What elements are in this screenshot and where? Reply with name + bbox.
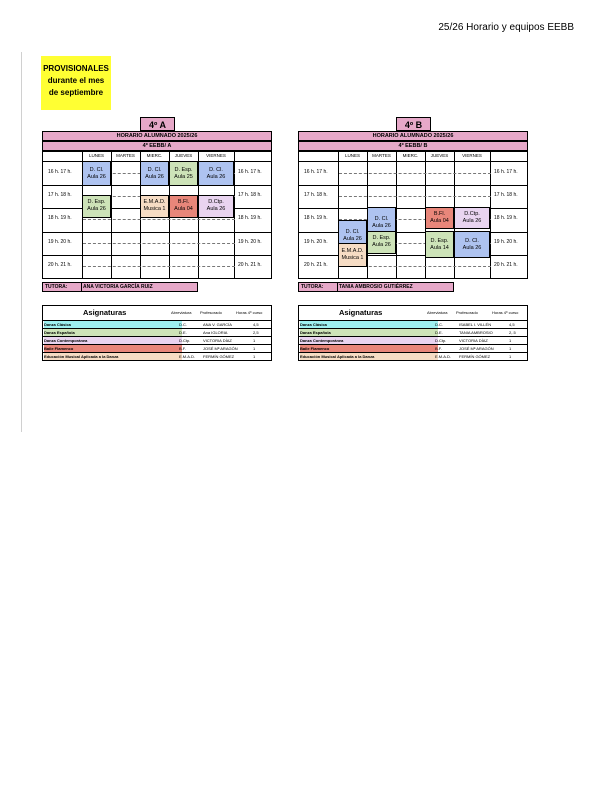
subject-block: [140, 195, 169, 218]
time-label-right: 16 h. 17 h.: [494, 169, 518, 175]
subject-name: Danza Contemporánea: [44, 337, 182, 344]
grid-column-line: [490, 152, 491, 278]
teacher-header: Profesorado: [200, 310, 222, 315]
subject-teacher: VICTORIA DÍAZ: [459, 338, 488, 343]
subject-block: [425, 207, 454, 229]
grid-half-row-line: [83, 266, 235, 267]
time-label-left: 19 h. 20 h.: [48, 238, 72, 245]
subject-line: Musica 1: [341, 254, 364, 261]
grid-half-row-line: [339, 173, 491, 174]
subject-name: Danza Española: [44, 329, 182, 336]
teacher-header: Profesorado: [456, 310, 478, 315]
grid-half-row-line: [339, 196, 491, 197]
subjects-title: Asignaturas: [83, 308, 127, 317]
subject-teacher: ISABEL I. VILLÉN: [459, 322, 492, 327]
subject-hours: 2,.5: [509, 330, 516, 335]
subject-line: E.M.A.D.: [143, 199, 166, 206]
subject-name: Baile Flamenco: [300, 345, 438, 352]
day-header: MIERC.: [402, 153, 419, 158]
subject-teacher: FERMÍN GÓMEZ: [203, 354, 235, 359]
grid-row-line: [299, 161, 527, 162]
subject-line: Aula 26: [462, 218, 482, 225]
subgroup-label: 4º EEBB/ A: [42, 141, 272, 151]
time-label-left: 19 h. 20 h.: [304, 238, 328, 245]
abbr-header: Abreviatura: [427, 310, 448, 315]
subject-abbr: D.C.: [435, 322, 443, 327]
grid-half-row-line: [83, 219, 235, 220]
subject-hours: 1: [253, 338, 256, 343]
group-label: 4º A: [140, 117, 175, 131]
page-header-title: 25/26 Horario y equipos EEBB: [438, 22, 574, 33]
subject-teacher: ANA V. GARCÍA: [203, 322, 232, 327]
subject-hours: 1: [509, 338, 512, 343]
day-header: LUNES: [88, 153, 104, 158]
subject-line: Aula 25: [174, 173, 193, 180]
subject-teacher: FERMÍN GÓMEZ: [459, 354, 491, 359]
notice-line: durante el mes: [47, 76, 105, 85]
subject-block: [169, 195, 198, 218]
subject-name: Danza Española: [300, 329, 438, 336]
tutor-separator: [337, 283, 338, 291]
time-label-right: 19 h. 20 h.: [238, 238, 262, 245]
subject-line: D. Cl.: [345, 228, 360, 235]
subject-line: D.Ctp.: [464, 211, 480, 218]
subject-row: [43, 321, 271, 329]
subject-block: [425, 231, 454, 259]
subject-block: [140, 161, 169, 186]
subject-line: D. Cl.: [147, 166, 162, 173]
tutor-name: ANA VICTORIA GARCÍA RUIZ: [83, 284, 153, 290]
subject-line: Aula 26: [343, 235, 362, 242]
time-label-right: 18 h. 19 h.: [238, 215, 262, 222]
time-label-right: 18 h. 19 h.: [494, 215, 518, 222]
time-label-left: 16 h. 17 h.: [48, 169, 72, 175]
subject-row: [299, 329, 527, 337]
time-label-left: 17 h. 18 h.: [48, 192, 72, 199]
time-label-left: 17 h. 18 h.: [304, 192, 328, 199]
subject-block: [198, 195, 234, 218]
time-label-right: 19 h. 20 h.: [494, 238, 518, 245]
schedule-group-a: [42, 117, 272, 359]
grid-row-line: [299, 208, 527, 209]
subject-hours: 1: [253, 354, 256, 359]
schedule-group-b: [298, 117, 528, 359]
tutor-bar: [298, 282, 454, 292]
subject-line: D. Cl.: [374, 216, 389, 223]
subject-abbr: B.F.: [179, 346, 186, 351]
subject-block: [82, 195, 111, 218]
subject-line: Aula 26: [462, 244, 482, 251]
subject-line: D. Cl.: [209, 166, 223, 173]
subject-line: B.Fl.: [433, 211, 446, 218]
subject-block: [82, 161, 111, 186]
subject-line: Aula 26: [206, 173, 226, 180]
subject-hours: 1: [509, 346, 512, 351]
time-label-left: 20 h. 21 h.: [48, 261, 72, 268]
notice-line: PROVISIONALES: [43, 64, 109, 73]
subject-block: [454, 207, 490, 229]
subject-row: [43, 353, 271, 360]
tutor-label: TUTORA:: [45, 284, 68, 290]
grid-row-line: [299, 255, 527, 256]
tutor-label: TUTORA:: [301, 284, 324, 290]
grid-row-line: [299, 185, 527, 186]
subject-line: Aula 26: [206, 206, 226, 213]
time-label-right: 20 h. 21 h.: [238, 261, 262, 268]
time-label-right: 17 h. 18 h.: [238, 192, 262, 199]
subject-line: E.M.A.D.: [341, 247, 364, 254]
grid-row-line: [43, 255, 271, 256]
subject-row: [43, 337, 271, 345]
subject-row: [299, 353, 527, 360]
subject-hours: 1: [509, 354, 512, 359]
subject-abbr: B.F.: [435, 346, 442, 351]
time-label-right: 20 h. 21 h.: [494, 261, 518, 268]
subject-line: D. Esp.: [174, 166, 193, 173]
hours-header: Horas 4º curso: [236, 310, 263, 315]
day-header: VIERNES: [206, 153, 226, 158]
time-label-right: 17 h. 18 h.: [494, 192, 518, 199]
time-label-left: 16 h. 17 h.: [304, 169, 328, 175]
subject-teacher: JOSÉ Mª ARAGÓN: [459, 346, 494, 351]
grid-row-line: [43, 232, 271, 233]
subjects-table: [298, 305, 528, 361]
subject-line: D. Esp.: [372, 235, 391, 242]
day-header: MIERC.: [146, 153, 163, 158]
subject-row: [299, 321, 527, 329]
subject-line: Aula 26: [372, 223, 391, 230]
tutor-name: TANIA AMBROSIO GUTIÉRREZ: [339, 284, 413, 290]
time-label-left: 20 h. 21 h.: [304, 261, 328, 268]
subject-line: D. Esp.: [430, 237, 449, 244]
grid-column-line: [234, 152, 235, 278]
subject-block: [367, 231, 396, 254]
day-header: JUEVES: [174, 153, 193, 158]
time-label-left: 18 h. 19 h.: [304, 215, 328, 222]
subject-line: Aula 14: [430, 244, 449, 251]
subject-line: Aula 04: [430, 218, 449, 225]
subject-abbr: D.Ctp.: [179, 338, 191, 343]
subject-line: Aula 26: [145, 173, 164, 180]
subject-name: Danza Clásica: [300, 321, 438, 328]
subject-row: [43, 345, 271, 353]
subject-name: Danza Clásica: [44, 321, 182, 328]
subject-abbr: D.C.: [179, 322, 187, 327]
subject-line: Aula 26: [87, 173, 106, 180]
subject-abbr: E.M.A.D.: [435, 354, 452, 359]
tutor-separator: [81, 283, 82, 291]
subject-teacher: VICTORIA DÍAZ: [203, 338, 232, 343]
subject-hours: 4,5: [253, 322, 259, 327]
subject-line: Musica 1: [143, 206, 166, 213]
subject-hours: 4,5: [509, 322, 515, 327]
hours-header: Horas 4º curso: [492, 310, 519, 315]
subject-hours: 1: [253, 346, 256, 351]
subject-line: D. Esp.: [87, 199, 106, 206]
margin-rule: [21, 52, 22, 432]
day-header: MARTES: [372, 153, 391, 158]
subject-hours: 2,5: [253, 330, 259, 335]
subject-line: D. Cl.: [465, 237, 479, 244]
abbr-header: Abreviatura: [171, 310, 192, 315]
day-header: LUNES: [344, 153, 360, 158]
time-label-right: 16 h. 17 h.: [238, 169, 262, 175]
notice-line: de septiembre: [48, 88, 104, 97]
subject-teacher: TANIA AMBROSIO: [459, 330, 493, 335]
subject-line: Aula 04: [174, 206, 193, 213]
subjects-table: [42, 305, 272, 361]
provisional-notice: [41, 56, 111, 110]
subject-teacher: JOSÉ Mª ARAGÓN: [203, 346, 238, 351]
subjects-table-header: [299, 306, 527, 321]
subject-row: [43, 329, 271, 337]
subject-name: Educación Musical Aplicada a la Danza: [44, 353, 182, 360]
subgroup-label: 4º EEBB/ B: [298, 141, 528, 151]
time-label-left: 18 h. 19 h.: [48, 215, 72, 222]
subject-block: [198, 161, 234, 186]
subject-block: [169, 161, 198, 186]
grid-half-row-line: [83, 243, 235, 244]
schedule-heading: HORARIO ALUMNADO 2025/26: [42, 131, 272, 141]
subject-teacher: Ana IGLORIA: [203, 330, 228, 335]
subject-block: [338, 243, 367, 266]
subject-row: [299, 337, 527, 345]
day-header: JUEVES: [430, 153, 449, 158]
subject-name: Baile Flamenco: [44, 345, 182, 352]
day-header: VIERNES: [462, 153, 482, 158]
subject-line: B.Fl.: [177, 199, 190, 206]
subject-row: [299, 345, 527, 353]
grid-column-line: [396, 152, 397, 278]
subject-line: D.Ctp.: [208, 199, 224, 206]
subject-line: D. Cl.: [89, 166, 104, 173]
subject-line: Aula 26: [372, 242, 391, 249]
subject-name: Danza Contemporánea: [300, 337, 438, 344]
grid-row-line: [299, 232, 527, 233]
subject-line: Aula 26: [87, 206, 106, 213]
subjects-title: Asignaturas: [339, 308, 383, 317]
subject-abbr: D.E.: [435, 330, 443, 335]
tutor-bar: [42, 282, 198, 292]
schedule-heading: HORARIO ALUMNADO 2025/26: [298, 131, 528, 141]
subject-name: Educación Musical Aplicada a la Danza: [300, 353, 438, 360]
subject-abbr: E.M.A.D.: [179, 354, 196, 359]
group-label: 4º B: [396, 117, 431, 131]
day-header: MARTES: [116, 153, 135, 158]
subjects-table-header: [43, 306, 271, 321]
subject-abbr: D.E.: [179, 330, 187, 335]
subject-block: [454, 231, 490, 259]
subject-abbr: D.Ctp.: [435, 338, 447, 343]
grid-column-line: [111, 152, 112, 278]
